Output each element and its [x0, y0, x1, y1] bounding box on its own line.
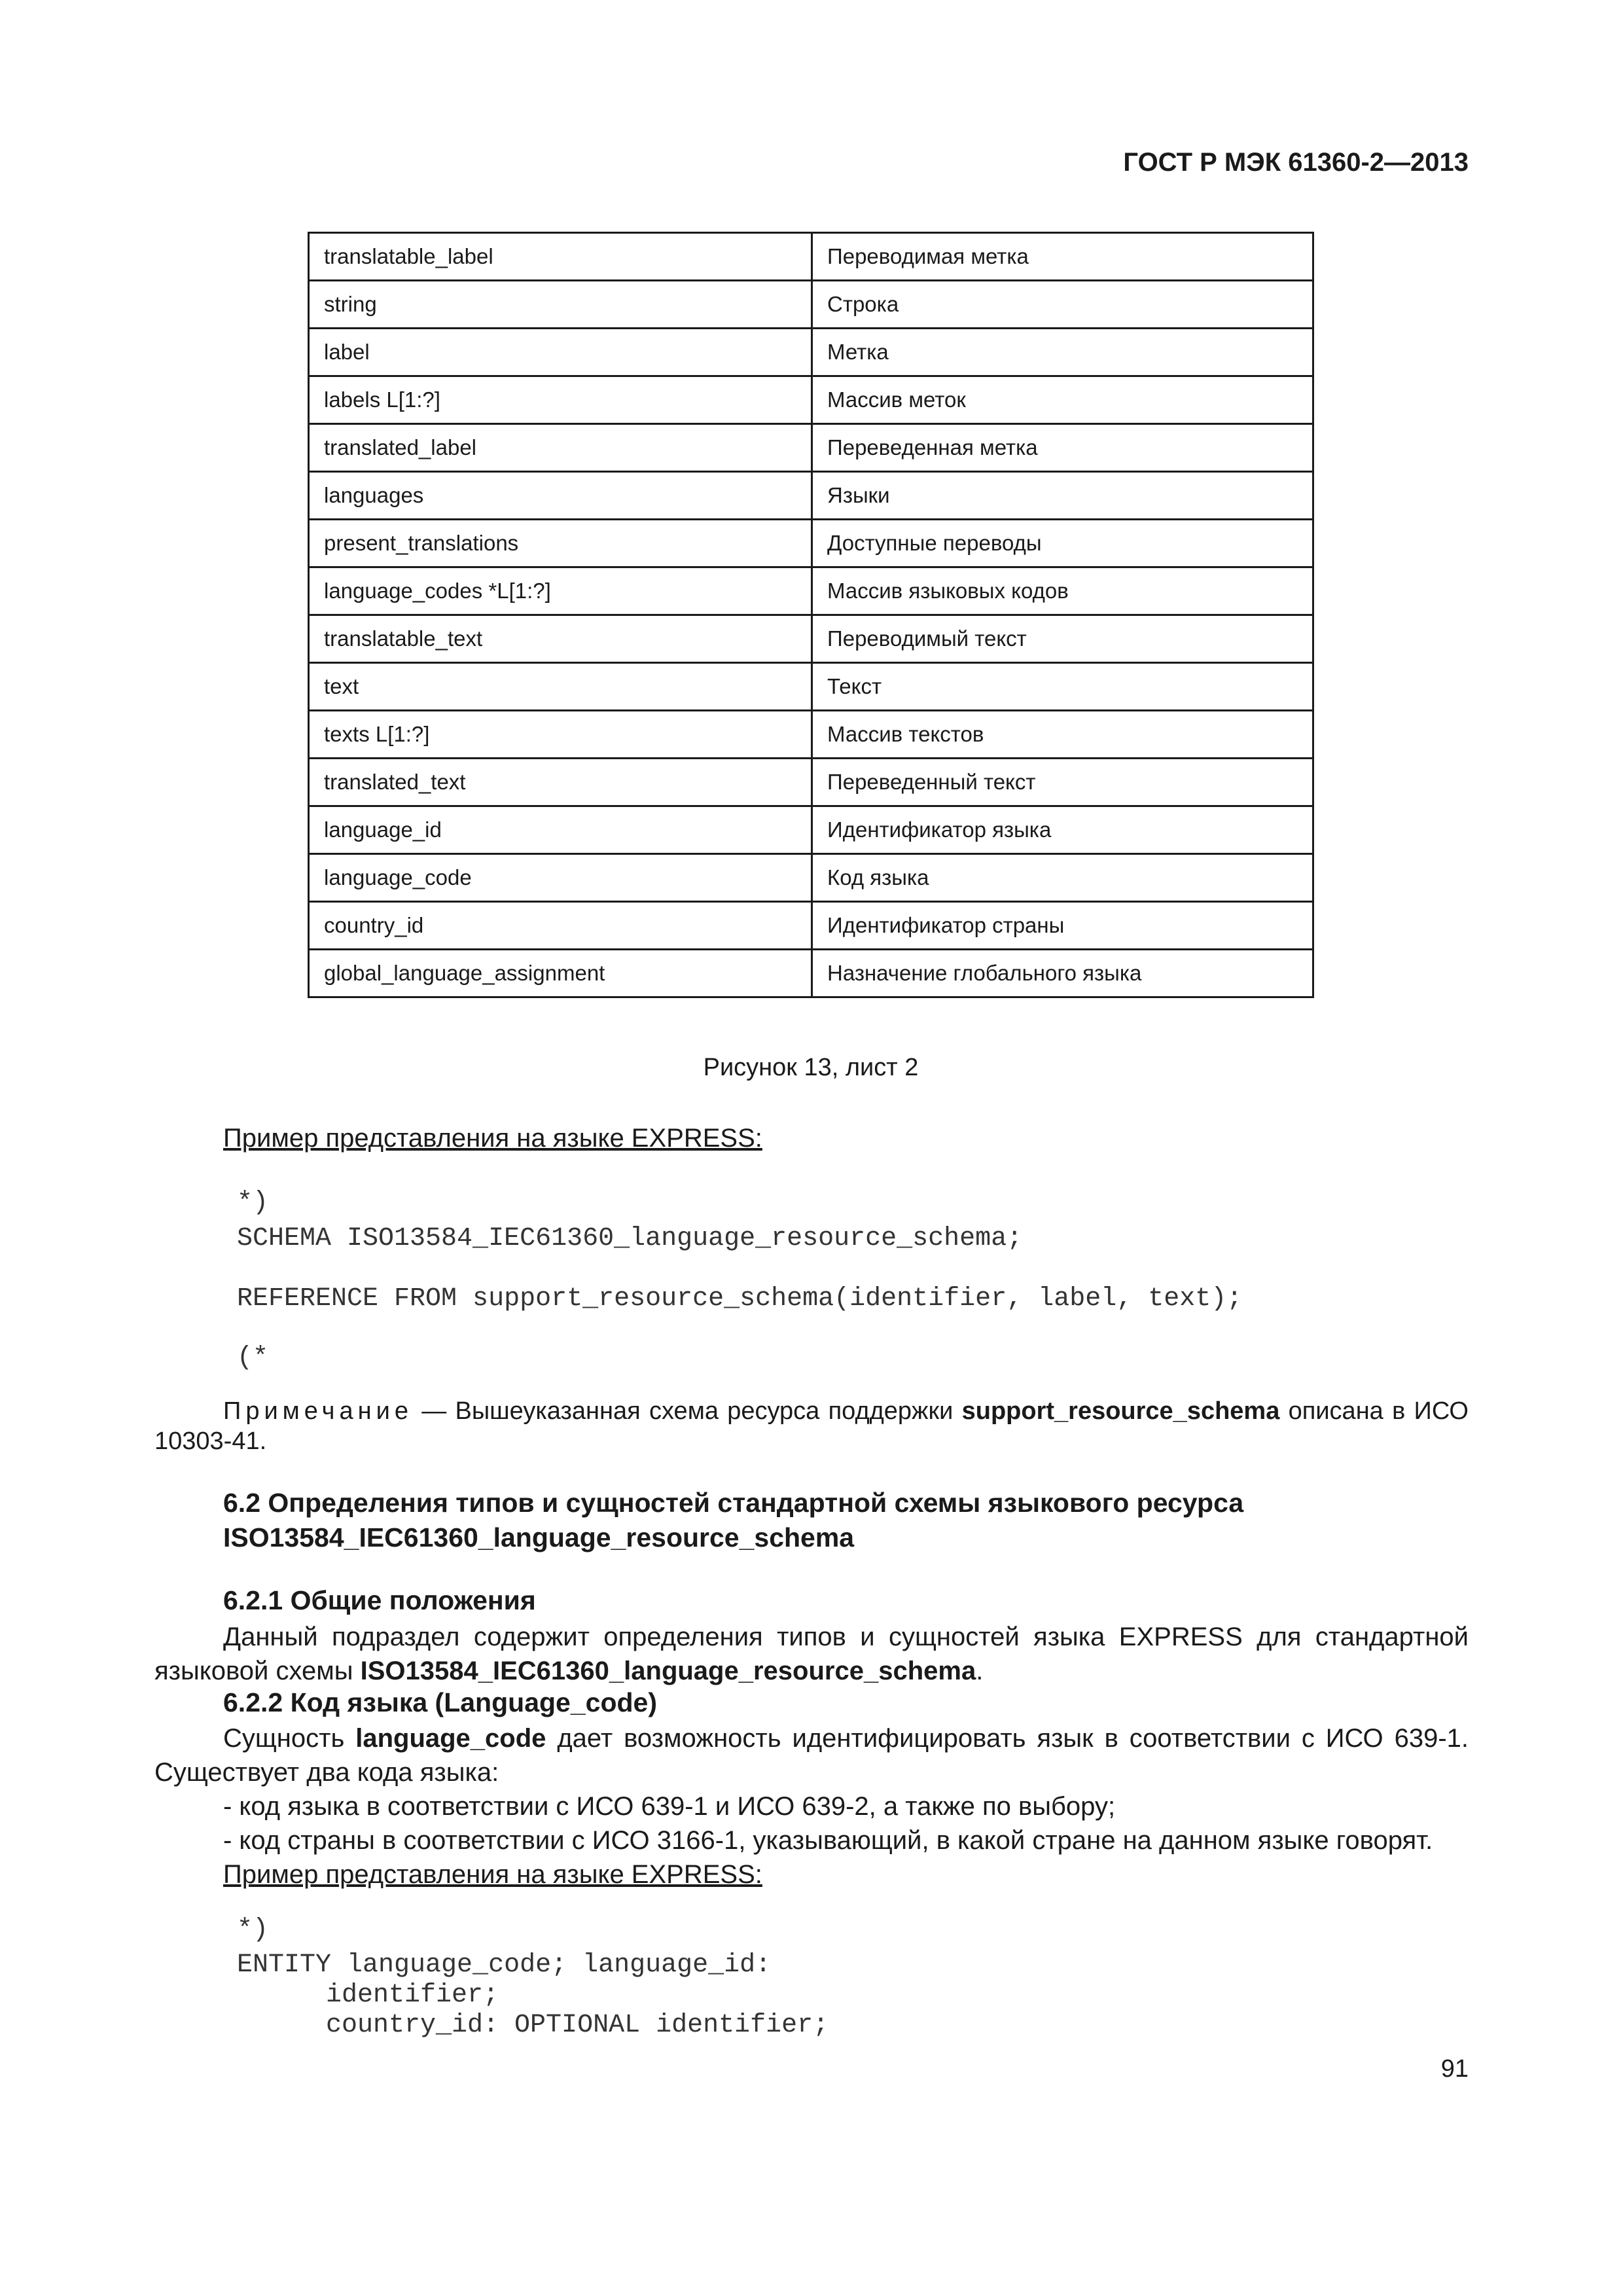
note-text-end: описана в ИСО 10303-41.: [154, 1397, 1469, 1455]
table-cell-term: languages: [309, 472, 812, 520]
table-cell-translation: Переводимая метка: [812, 233, 1313, 281]
section-heading-6-2-1: 6.2.1 Общие положения: [223, 1585, 536, 1615]
table-row: [309, 902, 1313, 950]
table-row: [309, 663, 1313, 711]
table-cell-term: language_id: [309, 806, 812, 854]
table-cell-term: translated_text: [309, 759, 812, 806]
table-cell-term: texts L[1:?]: [309, 711, 812, 759]
code-line: ENTITY language_code; language_id:: [237, 1950, 772, 1980]
note-schema-name: support_resource_schema: [961, 1397, 1280, 1425]
table-cell-term: global_language_assignment: [309, 950, 812, 997]
page-number: 91: [1440, 2055, 1469, 2083]
paragraph-text-end: .: [976, 1657, 984, 1685]
table-cell-term: label: [309, 329, 812, 376]
table-cell-translation: Код языка: [812, 854, 1313, 902]
code-line: *): [237, 1188, 269, 1217]
table-row: [309, 806, 1313, 854]
table-cell-term: translatable_label: [309, 233, 812, 281]
table-row: [309, 520, 1313, 567]
section-heading-6-2: [223, 1486, 1243, 1555]
code-line: REFERENCE FROM support_resource_schema(identifier, label, text);: [237, 1284, 1243, 1314]
table-cell-term: text: [309, 663, 812, 711]
table-cell-term: string: [309, 281, 812, 329]
table-row: [309, 329, 1313, 376]
example-heading: Пример представления на языке EXPRESS:: [223, 1124, 762, 1153]
table-cell-translation: Массив текстов: [812, 711, 1313, 759]
example-heading: Пример представления на языке EXPRESS:: [223, 1860, 762, 1889]
table-cell-translation: Идентификатор страны: [812, 902, 1313, 950]
table-row: [309, 424, 1313, 472]
schema-name: ISO13584_IEC61360_language_resource_schema: [360, 1657, 976, 1685]
code-line: *): [237, 1915, 269, 1945]
paragraph-6-2-2: [154, 1721, 1469, 1789]
note-text: Вышеуказанная схема ресурса поддержки: [455, 1397, 962, 1425]
table-cell-term: language_codes *L[1:?]: [309, 567, 812, 615]
paragraph-text: Данный подраздел содержит определения типов и сущностей языка EXPRESS для стандартной языковой схемы: [154, 1623, 1469, 1685]
code-line: SCHEMA ISO13584_IEC61360_language_resource_schema;: [237, 1224, 1023, 1253]
table-row: [309, 233, 1313, 281]
list-item: - код языка в соответствии с ИСО 639-1 и ИСО 639-2, а также по выбору;: [223, 1792, 1116, 1821]
table-cell-translation: Идентификатор языка: [812, 806, 1313, 854]
code-line: identifier;: [326, 1981, 499, 2010]
list-item: - код страны в соответствии с ИСО 3166-1, указывающий, в какой стране на данном языке говорят.: [223, 1826, 1433, 1855]
table-cell-term: translated_label: [309, 424, 812, 472]
table-cell-term: present_translations: [309, 520, 812, 567]
table-cell-translation: Языки: [812, 472, 1313, 520]
table-cell-term: country_id: [309, 902, 812, 950]
paragraph-6-2-1: [154, 1620, 1469, 1688]
table-cell-translation: Переводимый текст: [812, 615, 1313, 663]
note-dash: —: [412, 1397, 455, 1425]
document-id-header: ГОСТ Р МЭК 61360-2—2013: [1123, 148, 1469, 177]
table-row: [309, 281, 1313, 329]
paragraph-text-end: дает возможность идентифицировать язык в соответствии с ИСО 639-1. Существует два кода языка:: [154, 1724, 1469, 1787]
code-line: country_id: OPTIONAL identifier;: [326, 2011, 829, 2040]
paragraph-text: Сущность: [223, 1724, 356, 1753]
table-cell-translation: Назначение глобального языка: [812, 950, 1313, 997]
table-cell-translation: Доступные переводы: [812, 520, 1313, 567]
table-row: [309, 950, 1313, 997]
table-cell-translation: Массив языковых кодов: [812, 567, 1313, 615]
table-cell-translation: Переведенный текст: [812, 759, 1313, 806]
table-row: [309, 472, 1313, 520]
table-row: [309, 567, 1313, 615]
entity-name: language_code: [355, 1724, 546, 1753]
table-cell-translation: Текст: [812, 663, 1313, 711]
table-cell-translation: Метка: [812, 329, 1313, 376]
table-cell-term: translatable_text: [309, 615, 812, 663]
section-heading-line: ISO13584_IEC61360_language_resource_schema: [223, 1522, 855, 1552]
code-line: (*: [237, 1343, 269, 1372]
section-heading-6-2-2: 6.2.2 Код языка (Language_code): [223, 1687, 657, 1717]
table-cell-term: labels L[1:?]: [309, 376, 812, 424]
table-row: [309, 759, 1313, 806]
table-row: [309, 711, 1313, 759]
table-cell-term: language_code: [309, 854, 812, 902]
note-paragraph: [154, 1396, 1469, 1456]
figure-caption: Рисунок 13, лист 2: [703, 1054, 919, 1081]
table-row: [309, 615, 1313, 663]
table-row: [309, 376, 1313, 424]
table-row: [309, 854, 1313, 902]
table-cell-translation: Строка: [812, 281, 1313, 329]
note-label: Примечание: [223, 1397, 413, 1425]
table-cell-translation: Переведенная метка: [812, 424, 1313, 472]
table-cell-translation: Массив меток: [812, 376, 1313, 424]
terms-table: [308, 232, 1314, 998]
section-heading-line: 6.2 Определения типов и сущностей стандартной схемы языкового ресурса: [223, 1488, 1244, 1518]
